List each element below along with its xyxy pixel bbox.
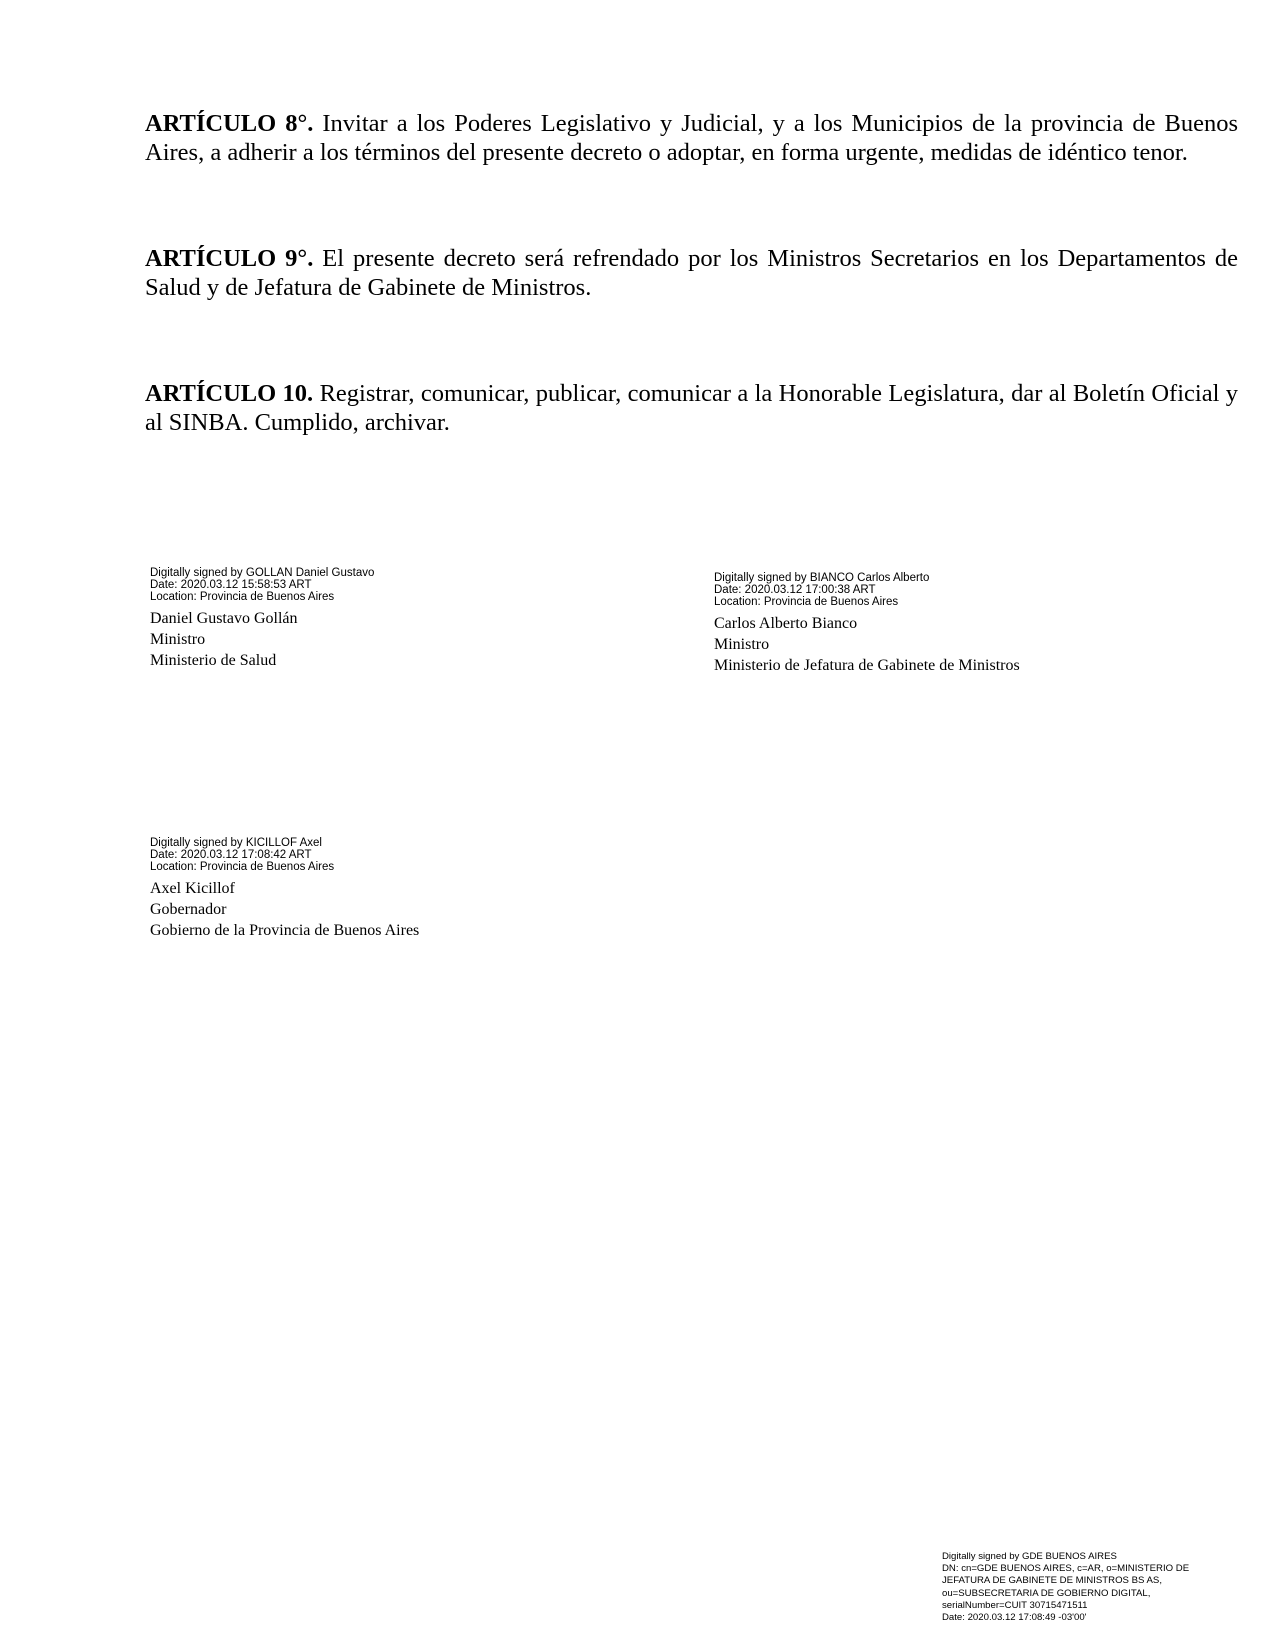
signed-by-line: Digitally signed by BIANCO Carlos Alberto [714,572,930,584]
signature-date: Date: 2020.03.12 15:58:53 ART [150,579,312,591]
article-8-heading: ARTÍCULO 8°. [145,110,314,137]
signed-by-line: Digitally signed by GOLLAN Daniel Gustavo [150,567,375,579]
signature-block-kicillof [150,837,419,941]
stamp-line: Digitally signed by GDE BUENOS AIRES [942,1551,1117,1562]
article-10 [145,379,1238,437]
article-9-heading: ARTÍCULO 9°. [145,245,314,272]
signature-date: Date: 2020.03.12 17:08:42 ART [150,849,312,861]
digital-signature-info [150,837,419,873]
article-9 [145,244,1238,302]
gde-digital-signature-stamp [942,1551,1189,1624]
signature-block-gollan [150,567,374,671]
signer-name: Daniel Gustavo Gollán [150,610,298,627]
article-10-heading: ARTÍCULO 10. [145,380,314,407]
signature-location: Location: Provincia de Buenos Aires [150,861,335,873]
stamp-line: serialNumber=CUIT 30715471511 [942,1599,1088,1611]
signature-date: Date: 2020.03.12 17:00:38 ART [714,584,876,596]
signed-by-line: Digitally signed by KICILLOF Axel [150,837,322,849]
signer-office: Ministerio de Salud [150,652,277,669]
stamp-line: ou=SUBSECRETARIA DE GOBIERNO DIGITAL, [942,1587,1151,1599]
signer-office: Ministerio de Jefatura de Gabinete de Ministros [714,657,1020,674]
signer-role: Gobernador [150,901,227,918]
signer-office: Gobierno de la Provincia de Buenos Aires [150,922,420,939]
signature-location: Location: Provincia de Buenos Aires [714,596,899,608]
article-8-text: Invitar a los Poderes Legislativo y Judicial, y a los Municipios de la provincia de Buenos Aires, a adherir a los términos del presente decreto o adoptar, en forma urgente, medidas de idéntico tenor. [145,110,1238,166]
signature-block-bianco [714,572,1020,676]
digital-signature-info [714,572,1020,608]
article-10-text: Registrar, comunicar, publicar, comunicar a la Honorable Legislatura, dar al Boletín Oficial y al SINBA. Cumplido, archivar. [145,380,1238,436]
stamp-line: DN: cn=GDE BUENOS AIRES, c=AR, o=MINISTERIO DE [942,1563,1190,1575]
signer-role: Ministro [714,636,770,653]
signature-location: Location: Provincia de Buenos Aires [150,591,335,603]
digital-signature-info [150,567,374,603]
signer-role: Ministro [150,631,206,648]
stamp-line: JEFATURA DE GABINETE DE MINISTROS BS AS, [942,1575,1162,1587]
signer-name: Carlos Alberto Bianco [714,615,858,632]
article-8 [145,109,1238,167]
article-9-text: El presente decreto será refrendado por los Ministros Secretarios en los Departamentos de Salud y de Jefatura de Gabinete de Ministros. [145,245,1239,301]
signer-name: Axel Kicillof [150,880,235,897]
stamp-line: Date: 2020.03.12 17:08:49 -03'00' [942,1612,1087,1624]
